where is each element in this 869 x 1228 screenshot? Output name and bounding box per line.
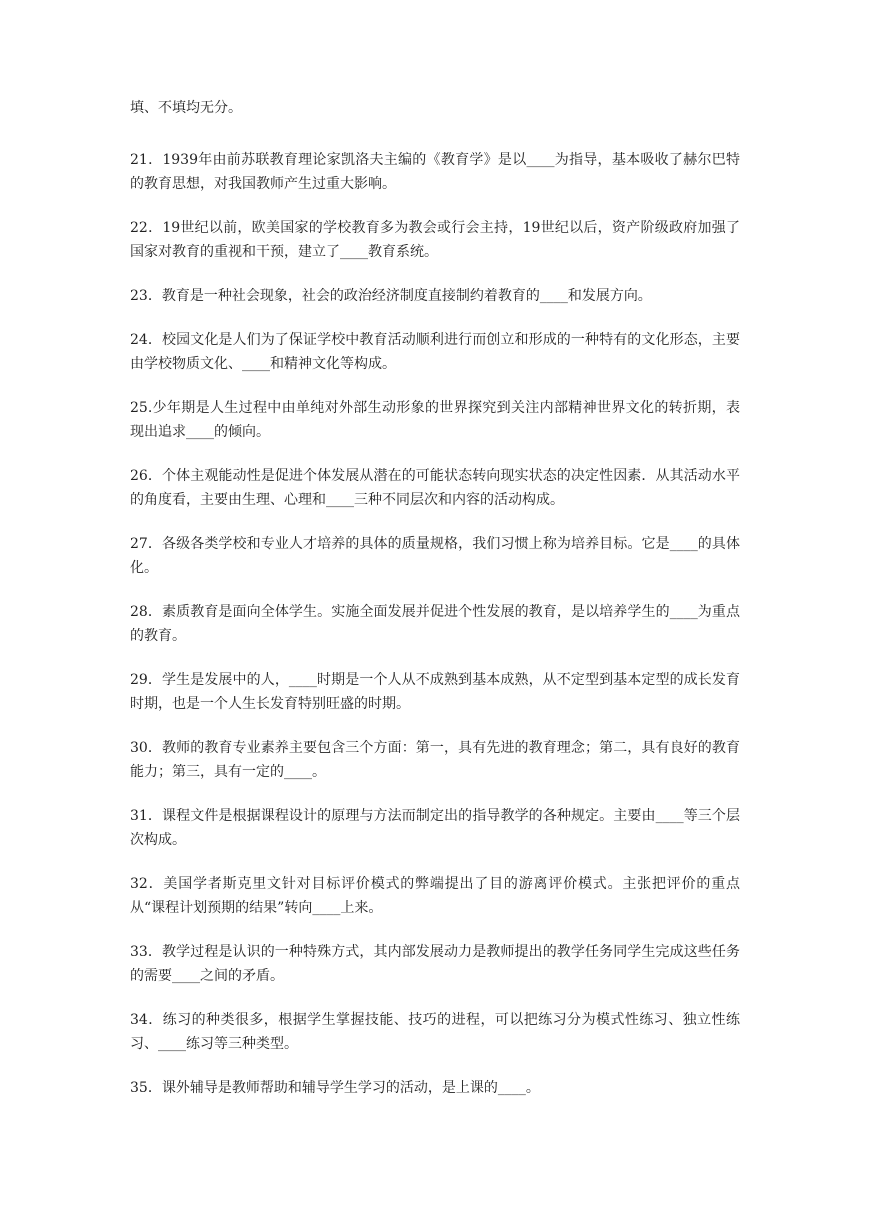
question-item: 35．课外辅导是教师帮助和辅导学生学习的活动，是上课的____。 [130, 1080, 540, 1096]
question-list [130, 148, 740, 1120]
question-item: 23．教育是一种社会现象，社会的政治经济制度直接制约着教育的____和发展方向。 [130, 288, 652, 304]
question-item: 25.少年期是人生过程中由单纯对外部生动形象的世界探究到关注内部精神世界文化的转折期，表现出追求____的倾向。 [130, 400, 740, 440]
question-item: 34．练习的种类很多，根据学生掌握技能、技巧的进程，可以把练习分为模式性练习、独立性练习、____练习等三种类型。 [130, 1012, 740, 1052]
question-item: 21．1939年由前苏联教育理论家凯洛夫主编的《教育学》是以____为指导，基本吸收了赫尔巴特的教育思想，对我国教师产生过重大影响。 [130, 152, 740, 192]
question-item: 28．素质教育是面向全体学生。实施全面发展并促进个性发展的教育，是以培养学生的____为重点的教育。 [130, 604, 740, 644]
question-item: 27．各级各类学校和专业人才培养的具体的质量规格，我们习惯上称为培养目标。它是____的具体化。 [130, 536, 740, 576]
intro-text: 填、不填均无分。 [130, 100, 242, 116]
question-item: 24．校园文化是人们为了保证学校中教育活动顺利进行而创立和形成的一种特有的文化形态，主要由学校物质文化、____和精神文化等构成。 [130, 332, 740, 372]
question-item: 31．课程文件是根据课程设计的原理与方法而制定出的指导教学的各种规定。主要由____等三个层次构成。 [130, 808, 740, 848]
question-item: 32．美国学者斯克里文针对目标评价模式的弊端提出了目的游离评价模式。主张把评价的重点从“课程计划预期的结果”转向____上来。 [130, 876, 740, 916]
question-item: 22．19世纪以前，欧美国家的学校教育多为教会或行会主持，19世纪以后，资产阶级政府加强了国家对教育的重视和干预，建立了____教育系统。 [130, 220, 740, 260]
question-item: 33．教学过程是认识的一种特殊方式，其内部发展动力是教师提出的教学任务同学生完成这些任务的需要____之间的矛盾。 [130, 944, 740, 984]
question-item: 29．学生是发展中的人，____时期是一个人从不成熟到基本成熟，从不定型到基本定型的成长发育时期，也是一个人生长发育特别旺盛的时期。 [130, 672, 740, 712]
question-item: 26．个体主观能动性是促进个体发展从潜在的可能状态转向现实状态的决定性因素．从其活动水平的角度看，主要由生理、心理和____三种不同层次和内容的活动构成。 [130, 468, 740, 508]
question-item: 30．教师的教育专业素养主要包含三个方面：第一，具有先进的教育理念；第二，具有良好的教育能力；第三，具有一定的____。 [130, 740, 740, 780]
